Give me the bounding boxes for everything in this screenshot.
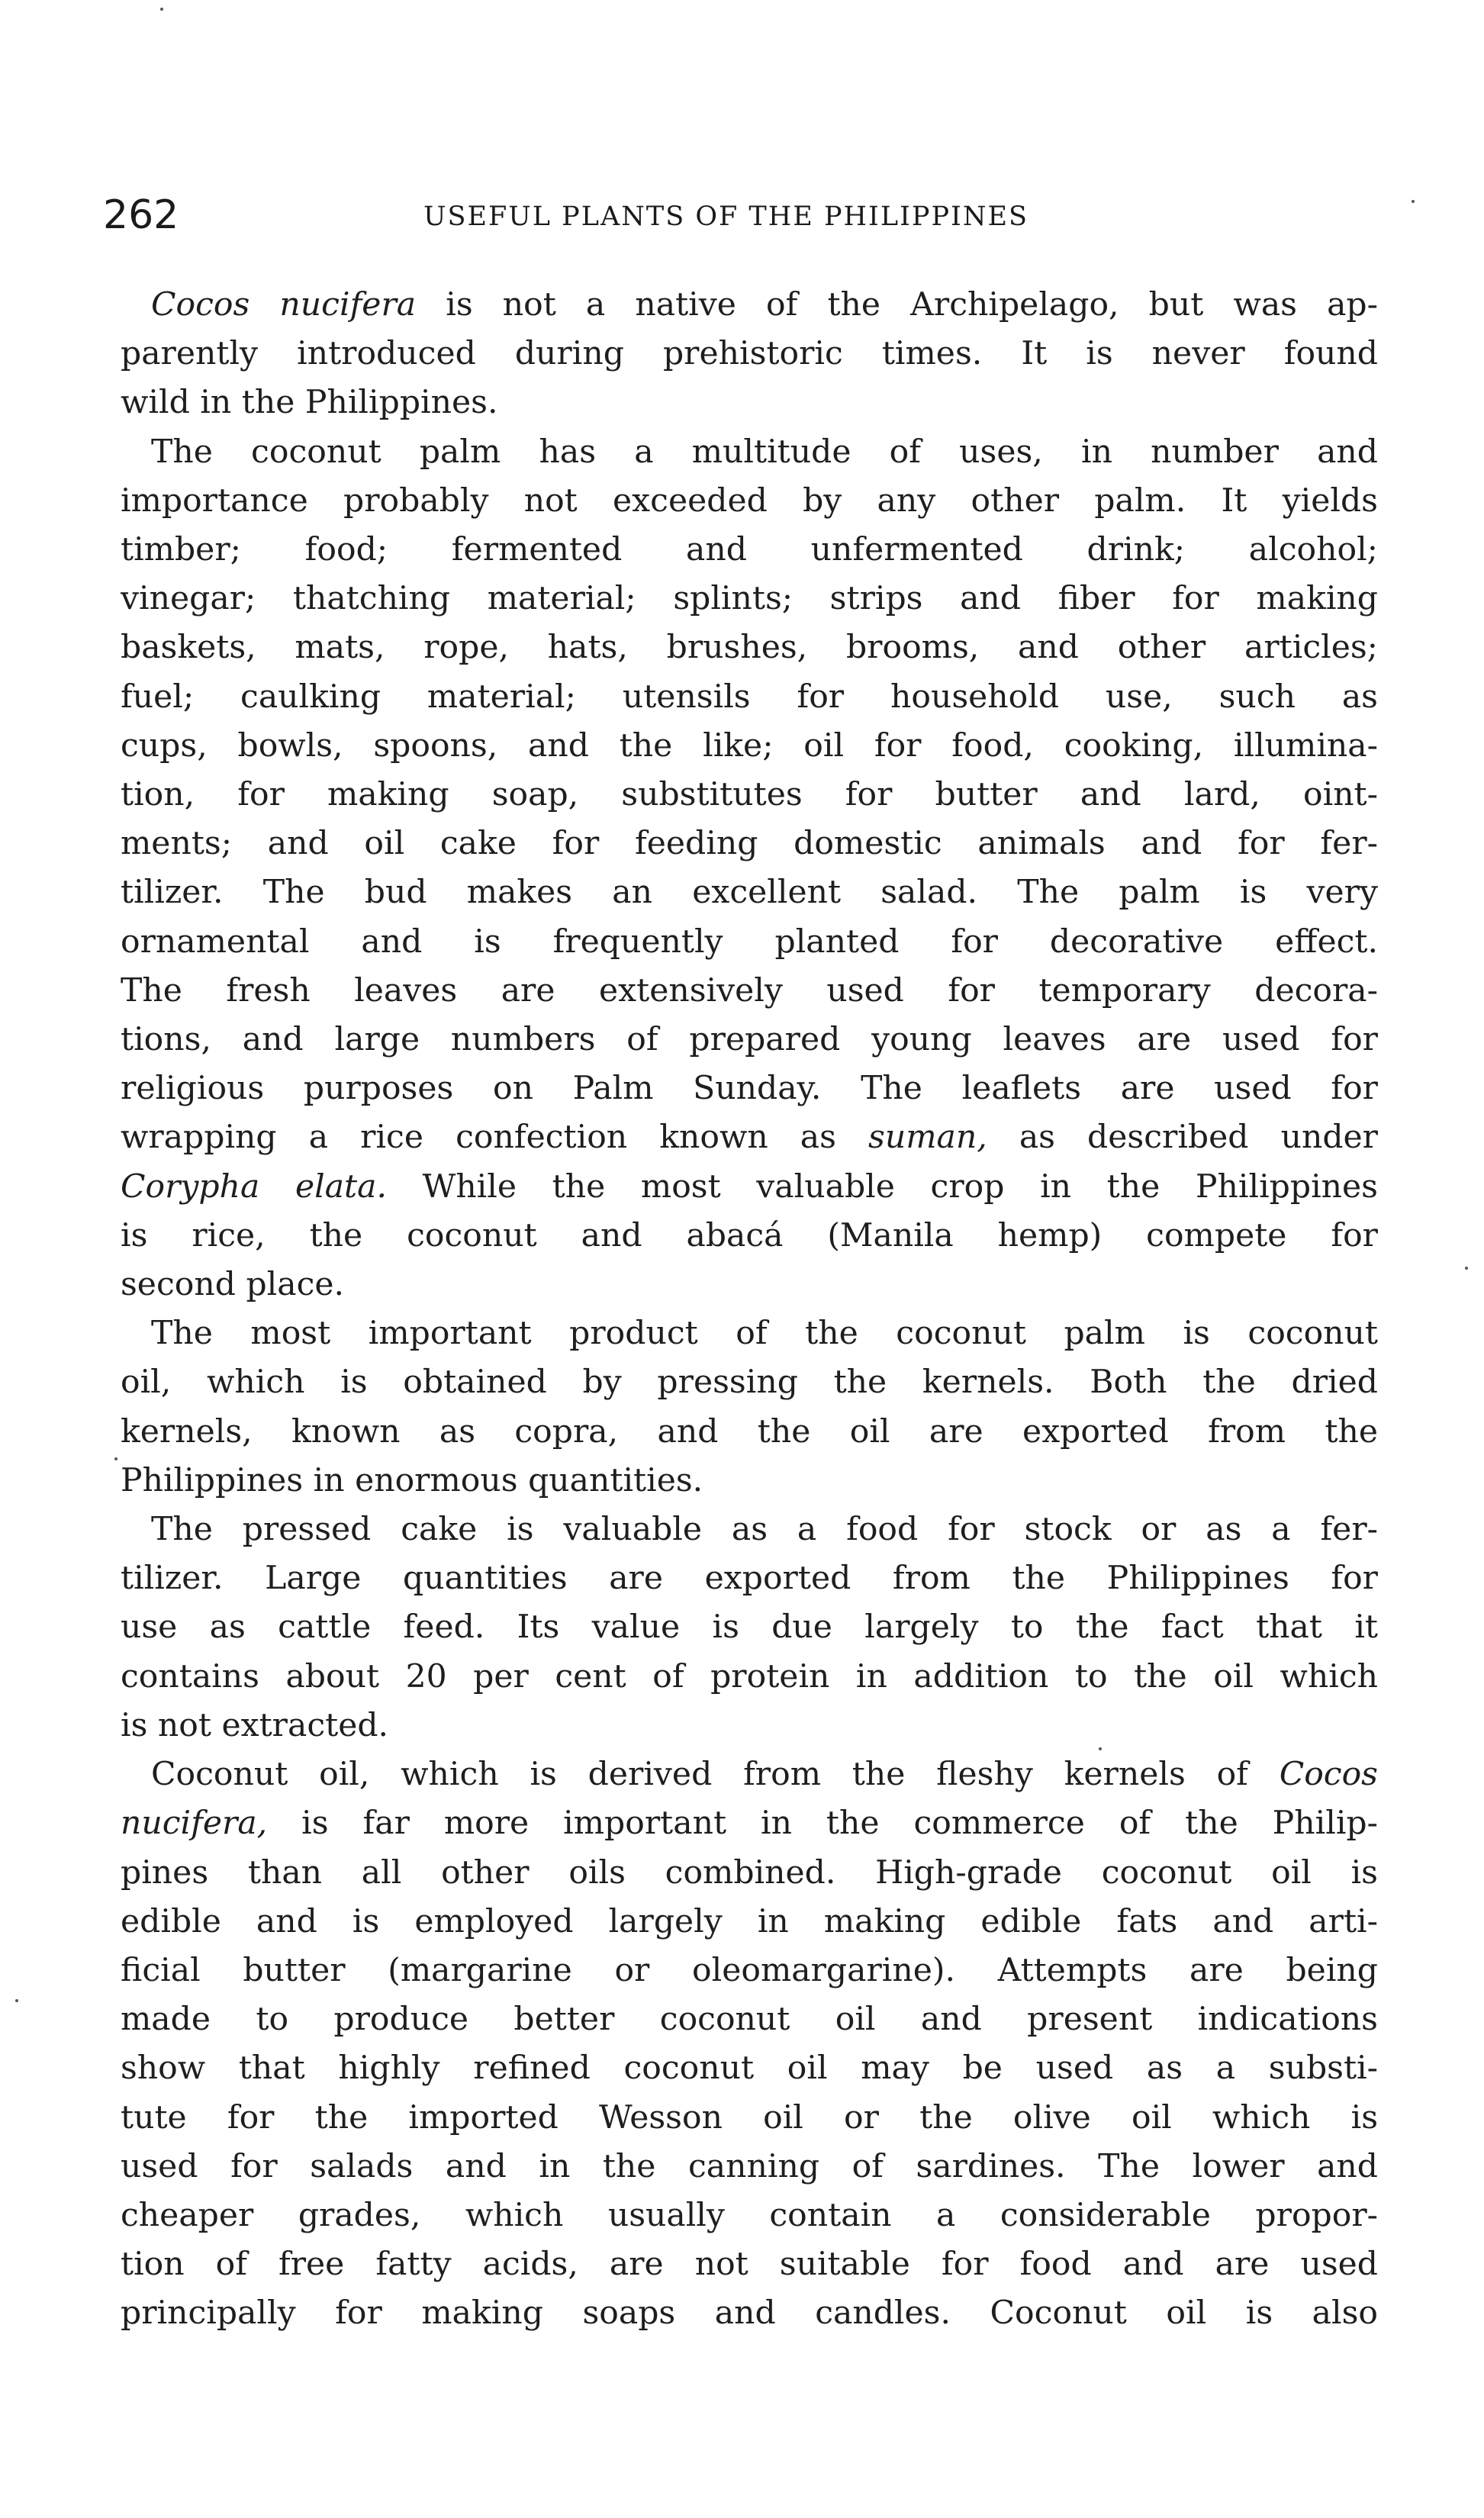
scan-speck: [114, 1457, 117, 1460]
text-segment: is rice, the coconut and abacá (Manila hemp) compete for: [121, 1216, 1378, 1254]
text-segment: ornamental and is frequently planted for decorative effect.: [121, 923, 1378, 961]
running-head: USEFUL PLANTS OF THE PHILIPPINES: [423, 201, 1029, 232]
text-segment: edible and is employed largely in making edible fats and arti-: [121, 1902, 1378, 1940]
text-line: [121, 2044, 1378, 2093]
text-line: [121, 575, 1378, 623]
text-line: [121, 428, 1378, 477]
text-line: [121, 1113, 1378, 1162]
text-line: [121, 1799, 1378, 1848]
text-segment: oil, which is obtained by pressing the kernels. Both the dried: [121, 1364, 1378, 1402]
text-line: [121, 967, 1378, 1016]
text-line: [121, 330, 1378, 378]
text-line: [121, 1946, 1378, 1995]
scan-speck: [160, 8, 163, 11]
text-line: [121, 1212, 1378, 1261]
text-line: [121, 722, 1378, 771]
text-segment: tion, for making soap, substitutes for butter and lard, oint-: [121, 776, 1378, 814]
page-number: 262: [103, 192, 179, 238]
text-line: [121, 1995, 1378, 2044]
text-line: [121, 1016, 1378, 1064]
text-line: [121, 2289, 1378, 2338]
italic-text-segment: nucifera,: [121, 1805, 268, 1843]
text-line: [121, 1702, 1378, 1750]
text-segment: The pressed cake is valuable as a food for stock or as a fer-: [151, 1511, 1378, 1549]
italic-text-segment: suman,: [868, 1119, 987, 1157]
text-line: [121, 1163, 1378, 1212]
text-line: [121, 281, 1378, 330]
text-line: [121, 1505, 1378, 1554]
scan-speck: [1099, 1747, 1102, 1750]
scan-speck: [1465, 1267, 1468, 1270]
body-text: [121, 281, 1378, 2339]
italic-text-segment: Cocos nucifera: [151, 286, 417, 324]
text-segment: second place.: [121, 1266, 345, 1304]
text-segment: is not extracted.: [121, 1706, 389, 1744]
scan-speck: [15, 1999, 18, 2002]
text-segment: timber; food; fermented and unfermented drink; alcohol;: [121, 531, 1378, 569]
text-line: [121, 918, 1378, 967]
page-header: [103, 192, 1385, 253]
text-segment: religious purposes on Palm Sunday. The leaflets are used for: [121, 1070, 1378, 1108]
text-line: [121, 1750, 1378, 1799]
text-line: [121, 1064, 1378, 1113]
text-line: [121, 2191, 1378, 2240]
text-segment: tilizer. Large quantities are exported from the Philippines for: [121, 1560, 1378, 1598]
text-segment: contains about 20 per cent of protein in addition to the oil which: [121, 1657, 1378, 1695]
text-line: [121, 1849, 1378, 1898]
text-line: [121, 1653, 1378, 1702]
italic-text-segment: Corypha elata.: [121, 1167, 387, 1206]
text-line: [121, 1603, 1378, 1652]
text-segment: is not a native of the Archipelago, but was ap-: [416, 286, 1378, 324]
text-segment: importance probably not exceeded by any other palm. It yields: [121, 481, 1378, 520]
text-segment: baskets, mats, rope, hats, brushes, brooms, and other articles;: [121, 629, 1378, 667]
text-segment: tions, and large numbers of prepared young leaves are used for: [121, 1021, 1378, 1059]
text-segment: tilizer. The bud makes an excellent salad. The palm is very: [121, 874, 1378, 912]
text-segment: pines than all other oils combined. High-grade coconut oil is: [121, 1853, 1378, 1892]
text-segment: The fresh leaves are extensively used for temporary decora-: [121, 971, 1378, 1009]
text-segment: ficial butter (margarine or oleomargarine). Attempts are being: [121, 1951, 1378, 1989]
text-segment: Philippines in enormous quantities.: [121, 1461, 703, 1499]
text-segment: Coconut oil, which is derived from the fleshy kernels of: [151, 1756, 1280, 1794]
text-line: [121, 378, 1378, 427]
text-line: [121, 1898, 1378, 1946]
text-line: [121, 1554, 1378, 1603]
text-segment: vinegar; thatching material; splints; strips and fiber for making: [121, 580, 1378, 618]
text-segment: show that highly refined coconut oil may be used as a substi-: [121, 2049, 1378, 2088]
text-line: [121, 2094, 1378, 2143]
text-segment: kernels, known as copra, and the oil are exported from the: [121, 1412, 1378, 1451]
text-line: [121, 1358, 1378, 1407]
italic-text-segment: Cocos: [1279, 1756, 1378, 1794]
text-segment: is far more important in the commerce of the Philip-: [267, 1805, 1378, 1843]
text-line: [121, 477, 1378, 526]
text-segment: cheaper grades, which usually contain a considerable propor-: [121, 2196, 1378, 2234]
text-segment: made to produce better coconut oil and present indications: [121, 2001, 1378, 2039]
text-segment: cups, bowls, spoons, and the like; oil for food, cooking, illumina-: [121, 726, 1378, 765]
text-segment: wild in the Philippines.: [121, 384, 498, 422]
text-segment: tion of free fatty acids, are not suitable for food and are used: [121, 2246, 1378, 2284]
text-line: [121, 2240, 1378, 2289]
text-line: [121, 1408, 1378, 1457]
text-segment: While the most valuable crop in the Philippines: [387, 1167, 1378, 1206]
text-segment: principally for making soaps and candles. Coconut oil is also: [121, 2294, 1378, 2333]
text-segment: ments; and oil cake for feeding domestic animals and for fer-: [121, 825, 1378, 863]
text-segment: fuel; caulking material; utensils for household use, such as: [121, 678, 1378, 716]
text-line: [121, 623, 1378, 672]
text-line: [121, 2143, 1378, 2191]
text-segment: used for salads and in the canning of sardines. The lower and: [121, 2147, 1378, 2185]
text-line: [121, 819, 1378, 868]
text-segment: tute for the imported Wesson oil or the olive oil which is: [121, 2098, 1378, 2136]
text-line: [121, 673, 1378, 722]
scan-speck: [1412, 200, 1415, 203]
text-line: [121, 771, 1378, 819]
text-line: [121, 1457, 1378, 1505]
text-line: [121, 1261, 1378, 1309]
text-segment: wrapping a rice confection known as: [121, 1119, 869, 1157]
text-line: [121, 526, 1378, 575]
text-line: [121, 1309, 1378, 1358]
text-segment: use as cattle feed. Its value is due largely to the fact that it: [121, 1608, 1378, 1647]
text-segment: The most important product of the coconut palm is coconut: [151, 1315, 1378, 1353]
text-segment: The coconut palm has a multitude of uses, in number and: [151, 433, 1378, 471]
text-segment: parently introduced during prehistoric times. It is never found: [121, 335, 1378, 373]
text-segment: as described under: [987, 1119, 1378, 1157]
text-line: [121, 868, 1378, 917]
